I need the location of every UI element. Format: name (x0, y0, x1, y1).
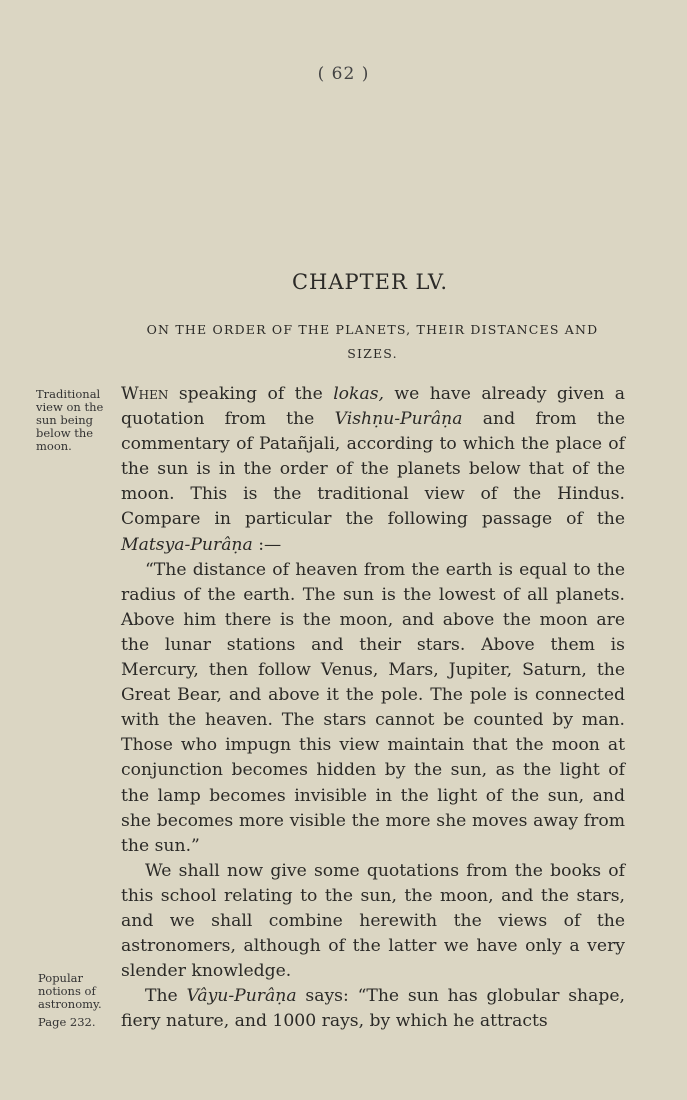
vishnu-purana-title: Vishṇu-Purâṇa (334, 409, 463, 430)
vayu-purana-title: Vâyu-Purâṇa (186, 986, 297, 1007)
paragraph-3: We shall now give some quotations from the books of this school relating to the sun, the moon, and the stars, and we shall combine herewith the views of the astronomers, although of the latter we have only a very slender knowledge. (121, 860, 625, 982)
paragraph-2: “The distance of heaven from the earth is equal to the radius of the earth. The sun is the lowest of all planets. Above him there is the moon, and above the moon are the lunar stations and their stars. Above them is Mercury, then follow Venus, Mars, Jupiter, Saturn, the Great Bear, and above it the pole. The pole is connected with the heaven. The stars cannot be counted by man. Those who impugn this view maintain that the moon at conjunction becomes hidden by the sun, as the light of the lamp becomes invisible in the light of the sun, and she becomes more visible the more she moves away from the sun.” (121, 559, 625, 856)
page-number: ( 62 ) (317, 64, 370, 84)
paragraph-1 (121, 382, 625, 558)
lokas-term: lokas, (333, 384, 384, 404)
chapter-title: CHAPTER LV. (291, 270, 449, 294)
p4-text-2: says: “The sun has globular shape, fiery nature, and 1000 rays, by which he attracts (121, 986, 625, 1032)
p4-text-1: The (145, 986, 187, 1007)
p1-text-4: :— (252, 534, 282, 555)
body-text (121, 382, 625, 1034)
chapter-subtitle: ON THE ORDER OF THE PLANETS, THEIR DISTANCES AND SIZES. (146, 322, 599, 361)
p1-text-1: speaking of the (168, 384, 334, 404)
margin-note-page-ref: Page 232. (38, 1015, 96, 1029)
p1-text-3: and from the commentary of Patañjali, according to which the place of the sun is in the order of the planets below that of the moon. This is the traditional view of the Hindus. Compare in particular the following passage of the (121, 409, 625, 530)
p1-text-2: we have already given a quotation from the (121, 384, 625, 430)
lead-word: When (121, 384, 169, 404)
paragraph-4 (121, 984, 625, 1034)
margin-note-popular-notions: Popular notions of astronomy. (38, 971, 102, 1011)
margin-note-traditional-view: Traditional view on the sun being below the moon. (36, 387, 104, 453)
matsya-purana-title: Matsya-Purâṇa (121, 534, 253, 555)
